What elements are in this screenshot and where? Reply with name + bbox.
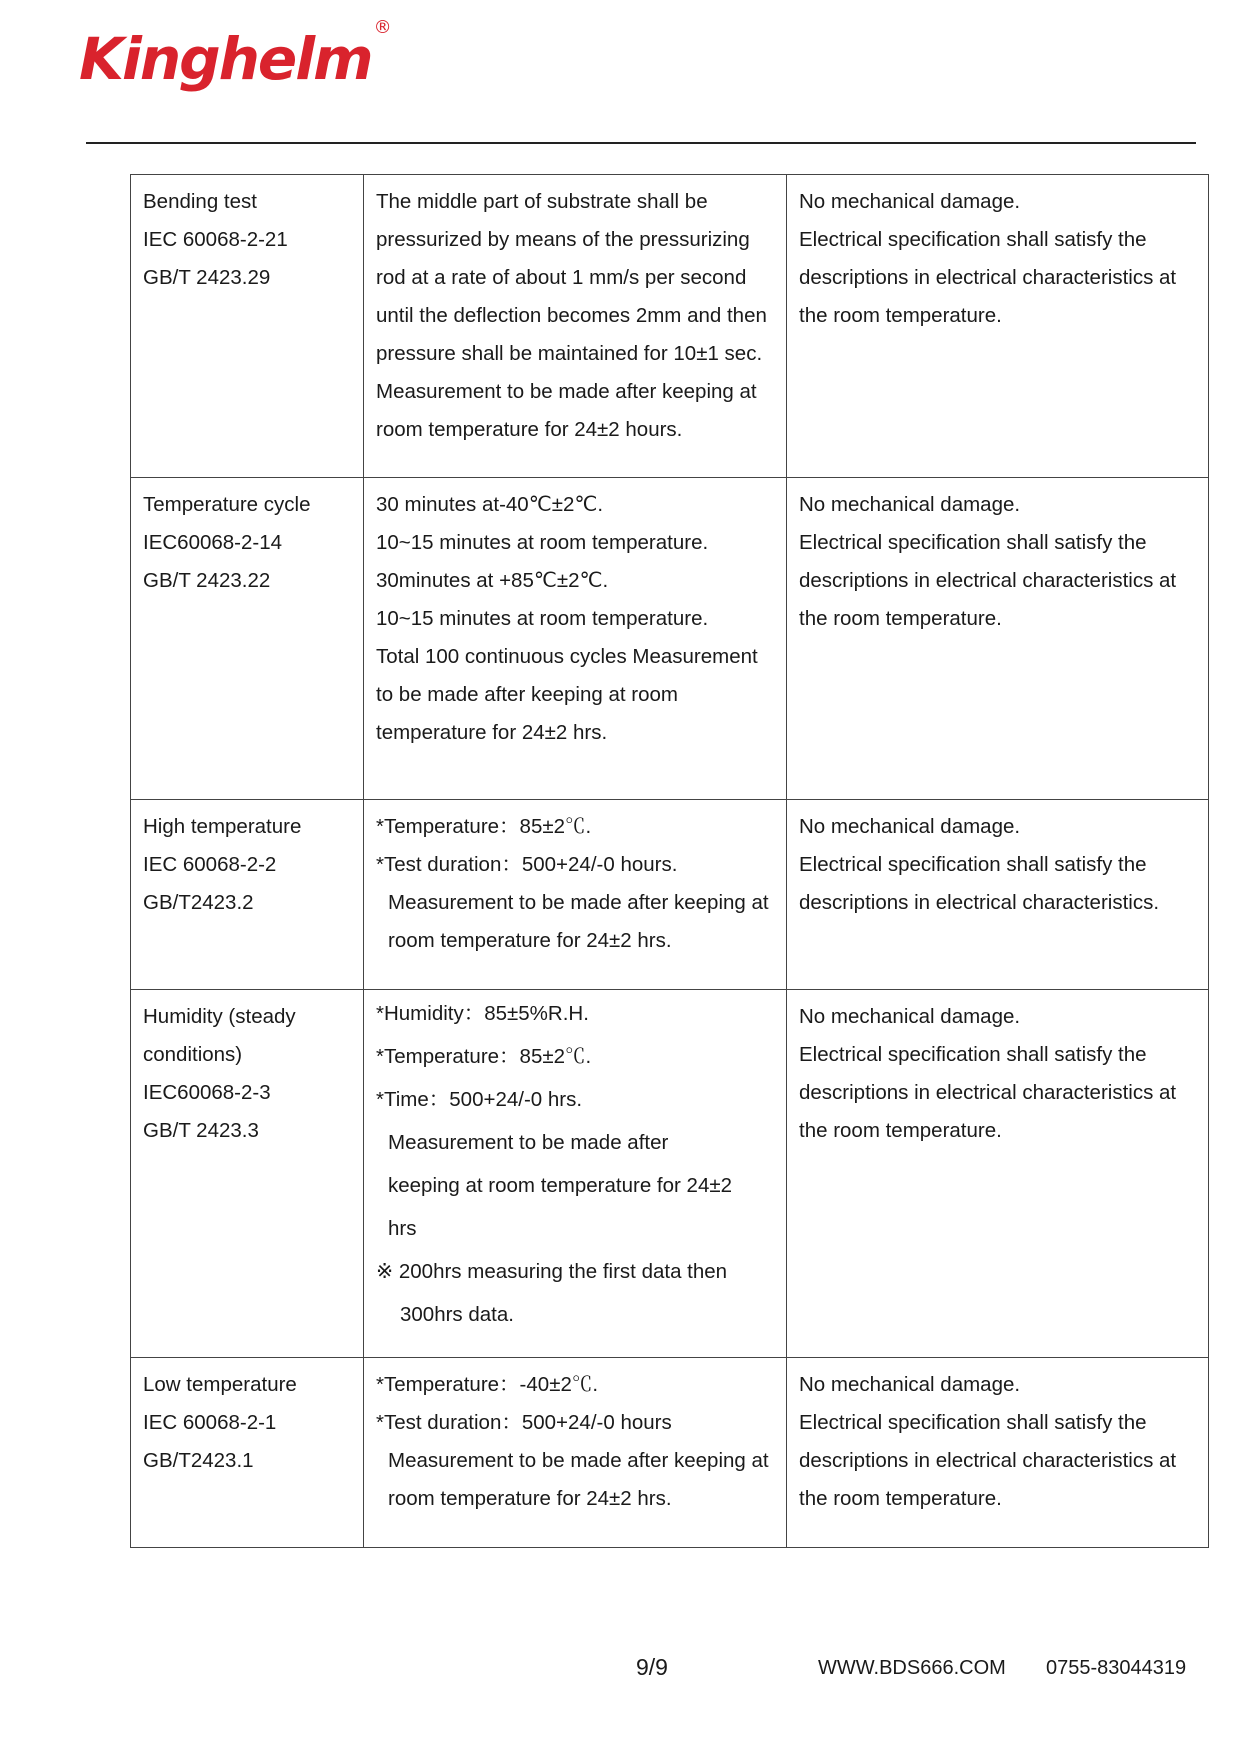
requirement-line: the room temperature. (799, 1487, 1002, 1510)
table-row (131, 175, 1209, 478)
requirement-cell (787, 175, 1209, 478)
test-item-cell (131, 478, 364, 800)
test-standard: IEC 60068-2-2 (143, 853, 277, 876)
requirement-line: No mechanical damage. (799, 815, 1021, 838)
condition-line: 30minutes at +85℃±2℃. (376, 569, 609, 592)
condition-line: room temperature for 24±2 hrs. (388, 1487, 672, 1510)
condition-line: rod at a rate of about 1 mm/s per second (376, 266, 747, 289)
requirement-line: Electrical specification shall satisfy the (799, 1411, 1147, 1434)
condition-line: *Temperature：85±2℃. (376, 815, 592, 838)
condition-line: *Test duration：500+24/-0 hours. (376, 853, 678, 876)
condition-line: Measurement to be made after (388, 1131, 669, 1154)
requirement-cell (787, 800, 1209, 990)
requirement-line: Electrical specification shall satisfy the (799, 228, 1147, 251)
test-standard: GB/T 2423.3 (143, 1119, 259, 1142)
page-number: 9/9 (636, 1654, 668, 1680)
test-standard: GB/T 2423.29 (143, 266, 271, 289)
test-standard: IEC 60068-2-21 (143, 228, 288, 251)
test-name: Low temperature (143, 1373, 297, 1396)
test-name: conditions) (143, 1043, 243, 1066)
requirement-line: the room temperature. (799, 1119, 1002, 1142)
test-standard: IEC60068-2-14 (143, 531, 283, 554)
test-condition-cell (364, 800, 787, 990)
table-row (131, 1358, 1209, 1548)
test-item-cell (131, 175, 364, 478)
requirement-cell (787, 1358, 1209, 1548)
condition-note-line: ※ 200hrs measuring the first data then (376, 1260, 728, 1283)
test-standard: GB/T2423.2 (143, 891, 254, 914)
requirement-line: No mechanical damage. (799, 493, 1021, 516)
condition-line: Measurement to be made after keeping at (388, 891, 769, 914)
condition-line: 30 minutes at-40℃±2℃. (376, 493, 604, 516)
test-item-cell (131, 990, 364, 1358)
test-condition-cell (364, 1358, 787, 1548)
requirement-line: No mechanical damage. (799, 1005, 1021, 1028)
condition-line: 10~15 minutes at room temperature. (376, 607, 709, 630)
condition-line: 10~15 minutes at room temperature. (376, 531, 709, 554)
condition-line: to be made after keeping at room (376, 683, 678, 706)
requirement-line: No mechanical damage. (799, 1373, 1021, 1396)
condition-line: pressurized by means of the pressurizing (376, 228, 750, 251)
header-divider (86, 142, 1196, 144)
test-condition-cell (364, 175, 787, 478)
condition-line: until the deflection becomes 2mm and then (376, 304, 767, 327)
kinghelm-logo: Kinghelm ® (79, 16, 392, 93)
condition-line: hrs (388, 1217, 417, 1240)
table-row (131, 990, 1209, 1358)
requirement-line: the room temperature. (799, 607, 1002, 630)
requirement-cell (787, 990, 1209, 1358)
condition-line: room temperature for 24±2 hours. (376, 418, 683, 441)
condition-line: Total 100 continuous cycles Measurement (376, 645, 758, 668)
requirement-line: descriptions in electrical characteristics at (799, 266, 1177, 289)
condition-line: *Test duration：500+24/-0 hours (376, 1411, 672, 1434)
condition-line: Measurement to be made after keeping at (388, 1449, 769, 1472)
condition-line: *Temperature：85±2℃. (376, 1045, 592, 1068)
requirement-line: Electrical specification shall satisfy the (799, 1043, 1147, 1066)
test-standard: IEC 60068-2-1 (143, 1411, 277, 1434)
footer-phone: 0755-83044319 (1046, 1657, 1187, 1679)
table-row (131, 800, 1209, 990)
condition-line: The middle part of substrate shall be (376, 190, 708, 213)
test-condition-cell (364, 478, 787, 800)
test-name: Temperature cycle (143, 493, 311, 516)
condition-line: pressure shall be maintained for 10±1 sec. (376, 342, 763, 365)
test-standard: GB/T2423.1 (143, 1449, 254, 1472)
condition-line: keeping at room temperature for 24±2 (388, 1174, 732, 1197)
test-name: Bending test (143, 190, 257, 213)
condition-line: *Temperature：-40±2℃. (376, 1373, 599, 1396)
test-name: Humidity (steady (143, 1005, 296, 1028)
requirement-line: the room temperature. (799, 304, 1002, 327)
requirement-line: descriptions in electrical characteristics. (799, 891, 1160, 914)
footer-website: WWW.BDS666.COM (818, 1657, 1006, 1679)
condition-line: room temperature for 24±2 hrs. (388, 929, 672, 952)
requirement-line: No mechanical damage. (799, 190, 1021, 213)
condition-line: temperature for 24±2 hrs. (376, 721, 608, 744)
reliability-test-table (130, 174, 1209, 1548)
requirement-line: Electrical specification shall satisfy the (799, 853, 1147, 876)
condition-line: Measurement to be made after keeping at (376, 380, 757, 403)
requirement-line: descriptions in electrical characteristics at (799, 1449, 1177, 1472)
requirement-line: descriptions in electrical characteristics at (799, 569, 1177, 592)
test-item-cell (131, 1358, 364, 1548)
test-standard: GB/T 2423.22 (143, 569, 271, 592)
requirement-line: Electrical specification shall satisfy the (799, 531, 1147, 554)
test-standard: IEC60068-2-3 (143, 1081, 271, 1104)
condition-line: *Time：500+24/-0 hrs. (376, 1088, 583, 1111)
test-name: High temperature (143, 815, 302, 838)
test-condition-cell (364, 990, 787, 1358)
table-row (131, 478, 1209, 800)
condition-note-line: 300hrs data. (400, 1303, 514, 1326)
requirement-line: descriptions in electrical characteristics at (799, 1081, 1177, 1104)
requirement-cell (787, 478, 1209, 800)
test-item-cell (131, 800, 364, 990)
condition-line: *Humidity：85±5%R.H. (376, 1002, 589, 1025)
